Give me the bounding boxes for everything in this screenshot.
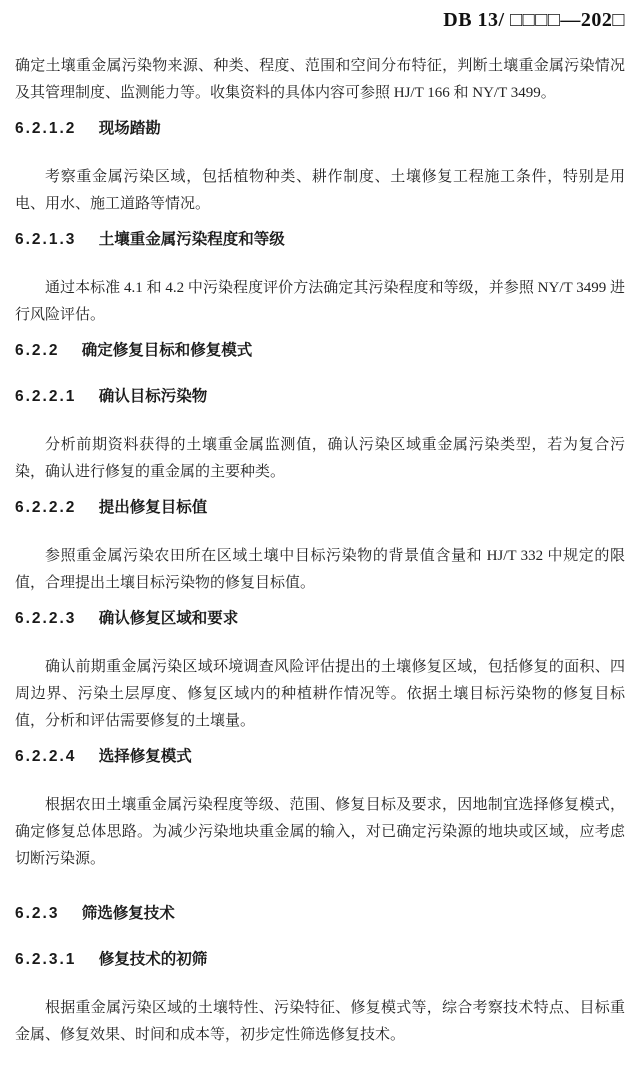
section-number: 6.2.2.1 (15, 388, 77, 405)
section-number: 6.2.1.2 (15, 120, 77, 137)
section-title: 现场踏勘 (98, 120, 161, 137)
section-title: 提出修复目标值 (98, 499, 208, 516)
heading-6-2-1-3 (15, 229, 625, 251)
heading-6-2-3-1 (15, 949, 625, 971)
section-number: 6.2.2.2 (15, 499, 77, 516)
heading-6-2-3 (15, 903, 625, 925)
continuation-paragraph: 确定土壤重金属污染物来源、种类、程度、范围和空间分布特征，判断土壤重金属污染情况及其管理制度、监测能力等。收集资料的具体内容可参照 HJ/T 166 和 NY/T 3499。 (15, 58, 625, 101)
section-number: 6.2.2.4 (15, 748, 77, 765)
paragraph-remediation-area: 确认前期重金属污染区域环境调查风险评估提出的土壤修复区域，包括修复的面积、四周边界、污染土层厚度、修复区域内的种植耕作情况等。依据土壤目标污染物的修复目标值，分析和评估需要修复的土壤量。 (15, 659, 625, 729)
paragraph-remediation-mode: 根据农田土壤重金属污染程度等级、范围、修复目标及要求，因地制宜选择修复模式，确定修复总体思路。为减少污染地块重金属的输入，对已确定污染源的地块或区域，应考虑切断污染源。 (15, 797, 625, 867)
heading-6-2-2-4 (15, 746, 625, 768)
paragraph-target-values: 参照重金属污染农田所在区域土壤中目标污染物的背景值含量和 HJ/T 332 中规定的限值，合理提出土壤目标污染物的修复目标值。 (15, 548, 625, 591)
section-number: 6.2.1.3 (15, 231, 77, 248)
paragraph-technology-screening: 根据重金属污染区域的土壤特性、污染特征、修复模式等，综合考察技术特点、目标重金属、修复效果、时间和成本等，初步定性筛选修复技术。 (15, 1000, 625, 1043)
heading-6-2-2-3 (15, 608, 625, 630)
standard-code-header: DB 13/ □□□□—202□ (443, 9, 625, 31)
paragraph-site-survey: 考察重金属污染区域，包括植物种类、耕作制度、土壤修复工程施工条件，特别是用电、用水、施工道路等情况。 (15, 169, 625, 212)
section-title: 确定修复目标和修复模式 (81, 342, 253, 359)
section-title: 确认修复区域和要求 (98, 610, 239, 627)
section-title: 筛选修复技术 (81, 905, 175, 922)
section-title: 修复技术的初筛 (98, 951, 208, 968)
section-number: 6.2.2.3 (15, 610, 77, 627)
paragraph-target-pollutants: 分析前期资料获得的土壤重金属监测值，确认污染区域重金属污染类型，若为复合污染，确认进行修复的重金属的主要种类。 (15, 437, 625, 480)
section-number: 6.2.2 (15, 342, 60, 359)
paragraph-pollution-grade: 通过本标准 4.1 和 4.2 中污染程度评价方法确定其污染程度和等级，并参照 NY/T 3499 进行风险评估。 (15, 280, 625, 323)
section-title: 土壤重金属污染程度和等级 (98, 231, 285, 248)
heading-6-2-2-1 (15, 386, 625, 408)
section-title: 确认目标污染物 (98, 388, 208, 405)
section-title: 选择修复模式 (98, 748, 192, 765)
heading-6-2-2-2 (15, 497, 625, 519)
section-number: 6.2.3 (15, 905, 60, 922)
heading-6-2-2 (15, 340, 625, 362)
heading-6-2-1-2 (15, 118, 625, 140)
section-number: 6.2.3.1 (15, 951, 77, 968)
